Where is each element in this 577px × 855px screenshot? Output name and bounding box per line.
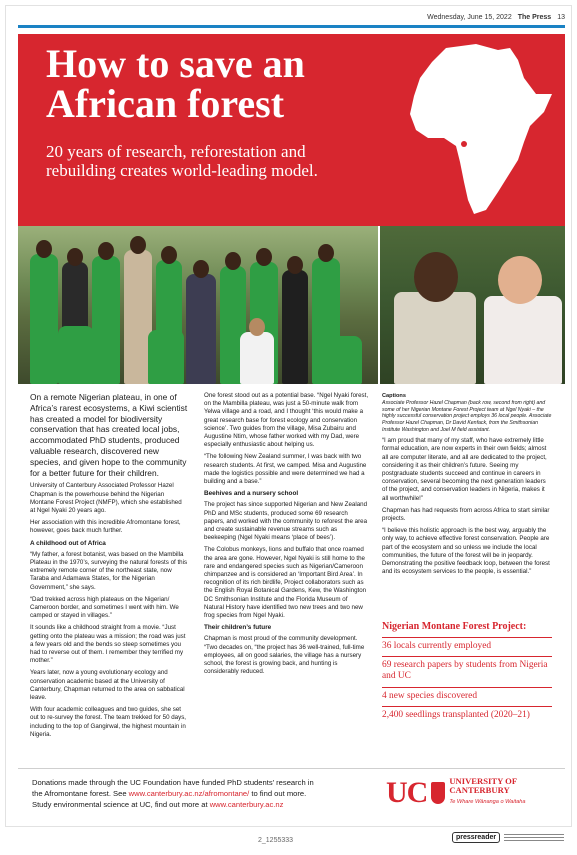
body-paragraph: One forest stood out as a potential base. “Ngel Nyaki forest, on the Mambilla plateau, was just a 50-minute walk from Yelwa village and a road, and I thought ‘this would make a great research base for forest ecology and conservation science’. Two guides from the village, Misa Zubairu and Augustine Ntim, whose father worked with my Dad, were especially enthusiastic about helping us. <box>204 392 369 449</box>
africa-map-icon <box>406 42 556 218</box>
body-paragraph: “The following New Zealand summer, I was back with two research students. At first, we camped. Misa and Augustine made the logistics possible and were determined we had a building and a base.” <box>204 453 367 486</box>
uc-motto: Te Whare Wānanga o Waitaha <box>449 799 526 805</box>
body-paragraph: University of Canterbury Associated Professor Hazel Chapman is the powerhouse behind the Nigerian Montane Forest Project (NMFP), which she established at Ngel Nyaki 20 years ago. <box>30 482 182 514</box>
pressreader-badge[interactable] <box>452 832 564 843</box>
uc-logo <box>386 777 526 808</box>
headline: How to save an African forest <box>46 41 305 126</box>
pressreader-logo: pressreader <box>452 832 500 843</box>
masthead-rule <box>18 25 565 28</box>
section-heading: Beehives and a nursery school <box>204 490 299 498</box>
photo-strip <box>18 226 565 384</box>
footer-text: Study environmental science at UC, find out more at <box>32 800 210 809</box>
portrait-photo <box>380 226 565 384</box>
body-paragraph: “I believe this holistic approach is the best way, arguably the only way, to achieve effective forest conservation. People are part of the ecosystem and so unless we include the local communities, the future of the forest will be in jeopardy. Demonstrating the positive feedback loop, between the forest and its ecosystem services to the people, is essential.” <box>382 527 550 576</box>
footer-text: to find out more. <box>249 789 307 798</box>
photo-caption: Associate Professor Hazel Chapman (back row, second from right) and some of her Nigerian Montane Forest Project team at Ngel Nyaki – the highly successful conservation project employs 36 local people. Associate Professor Hazel Chapman, Dr David Kenfack, from the Smithsonian Institute Washington and Joel M field assistant. <box>382 400 552 433</box>
body-paragraph: It sounds like a childhood straight from a movie. “Just getting onto the plateau was a mission; the road was just a few years old and the bends so steep sometimes you had to reverse out of them. I remember they terrified my mother.” <box>30 624 186 665</box>
body-paragraph: Chapman has had requests from across Africa to start similar projects. <box>382 506 550 522</box>
masthead <box>6 6 572 28</box>
map-pin-label: Ngel Nyaki <box>466 152 497 158</box>
footer-text: the Afromontane forest. See <box>32 789 129 798</box>
afromontane-link[interactable]: www.canterbury.ac.nz/afromontane/ <box>128 789 250 798</box>
uc-name-line1: UNIVERSITY OF <box>449 776 518 786</box>
body-paragraph: “Dad trekked across high plateaus on the Nigerian/ Cameroon border, and sometimes I went with him. We camped or stayed in villages.” <box>30 595 179 620</box>
caption-title: Captions <box>382 393 406 399</box>
fact-item: 4 new species discovered <box>382 687 552 706</box>
body-paragraph: “I am proud that many of my staff, who have extremely little formal education, are now experts in their own fields; almost all are computer literate, and all are dedicated to the project, considering it as their children’s future. Seeing my postgraduate students succeed and continue in careers in conservation, several becoming the next generation leaders of the project, and conservation leaders in Nigeria, makes it all worthwhile!” <box>382 437 547 502</box>
team-photo <box>18 226 378 384</box>
section-heading: Their children’s future <box>204 624 272 632</box>
uc-name-line2: CANTERBURY <box>449 785 510 795</box>
body-paragraph: The Colobus monkeys, lions and buffalo that once roamed the area are gone. However, Ngel Nyaki is still home to the rare and endangered species such as Nigerian/Cameroon chimpanzee and is considered an ‘Important Bird Area’. In recognition of its rich birdlife, Project collaborators such as the English Royal Botanical Gardens, Kew, the Washington DC Smithsonian Institute and the Florida Museum of Natural History have identified two new trees and two new frog species from Ngel Nyaki. <box>204 546 367 620</box>
body-paragraph: Her association with this incredible Afromontane forest, however, goes back much further. <box>30 519 181 535</box>
fact-item: 69 research papers by students from Nigeria and UC <box>382 656 552 686</box>
section-heading: A childhood out of Africa <box>30 539 106 547</box>
body-paragraph: “My father, a forest botanist, was based on the Mambilla Plateau in the 1970’s, surveying the natural forests of this extremely remote corner of the northeast state, now Taraba and Adamawa States, for the Nigerian Government,” she says. <box>30 550 188 591</box>
publication-name: The Press <box>517 13 552 21</box>
standfirst: 20 years of research, reforestation and rebuilding creates world-leading model. <box>46 142 318 180</box>
body-paragraph: With four academic colleagues and two guides, she set out to re-survey the forest. The team trekked for 50 days, including to the top of Gangirwal, the highest mountain in Nigeria. <box>30 706 187 738</box>
facts-box <box>382 621 552 725</box>
article-column-3 <box>382 392 552 580</box>
article-column-2 <box>204 392 369 681</box>
body-paragraph: Years later, now a young evolutionary ecology and conservation academic based at the University of Canterbury, Chapman returned to the area on sabbatical leave. <box>30 669 185 702</box>
crest-icon <box>431 782 445 804</box>
hero-banner <box>18 34 565 226</box>
footer-text: Donations made through the UC Foundation have funded PhD students’ research in <box>32 778 314 787</box>
page-id: 2_1255333 <box>258 837 294 844</box>
footer-promo <box>18 768 565 827</box>
newspaper-page <box>5 5 572 827</box>
issue-date: Wednesday, June 15, 2022 <box>427 13 512 21</box>
body-paragraph: Chapman is most proud of the community development. “Two decades on, “the project has 36 well-trained, full-time employees, all on good salaries, the village has a nursery school, the forest is growing back, and hunting is considerably reduced. <box>204 635 365 676</box>
canterbury-link[interactable]: www.canterbury.ac.nz <box>209 800 284 809</box>
facts-heading: Nigerian Montane Forest Project: <box>382 621 527 632</box>
fact-item: 2,400 seedlings transplanted (2020–21) <box>382 706 552 725</box>
article-column-1 <box>30 392 188 743</box>
lead-paragraph: On a remote Nigerian plateau, in one of Africa’s rarest ecosystems, a Kiwi scientist has created a model for biodiversity conservation that has created local jobs, accommodated PhD students, produced valuable research, discovered new species, and given hope to the community for a better future for their children. <box>30 392 188 478</box>
fine-print-lines <box>504 832 564 843</box>
fact-item: 36 locals currently employed <box>382 637 552 656</box>
body-paragraph: The project has since supported Nigerian and New Zealand PhD and MSc students, produced some 69 research papers, and worked with the community to reforest the area and create sustainable revenue streams such as beekeeping (Ngel Nyaki means ‘place of bees’). <box>204 501 368 542</box>
uc-logo-mark: UC <box>386 775 428 809</box>
page-number: 13 <box>557 13 565 21</box>
